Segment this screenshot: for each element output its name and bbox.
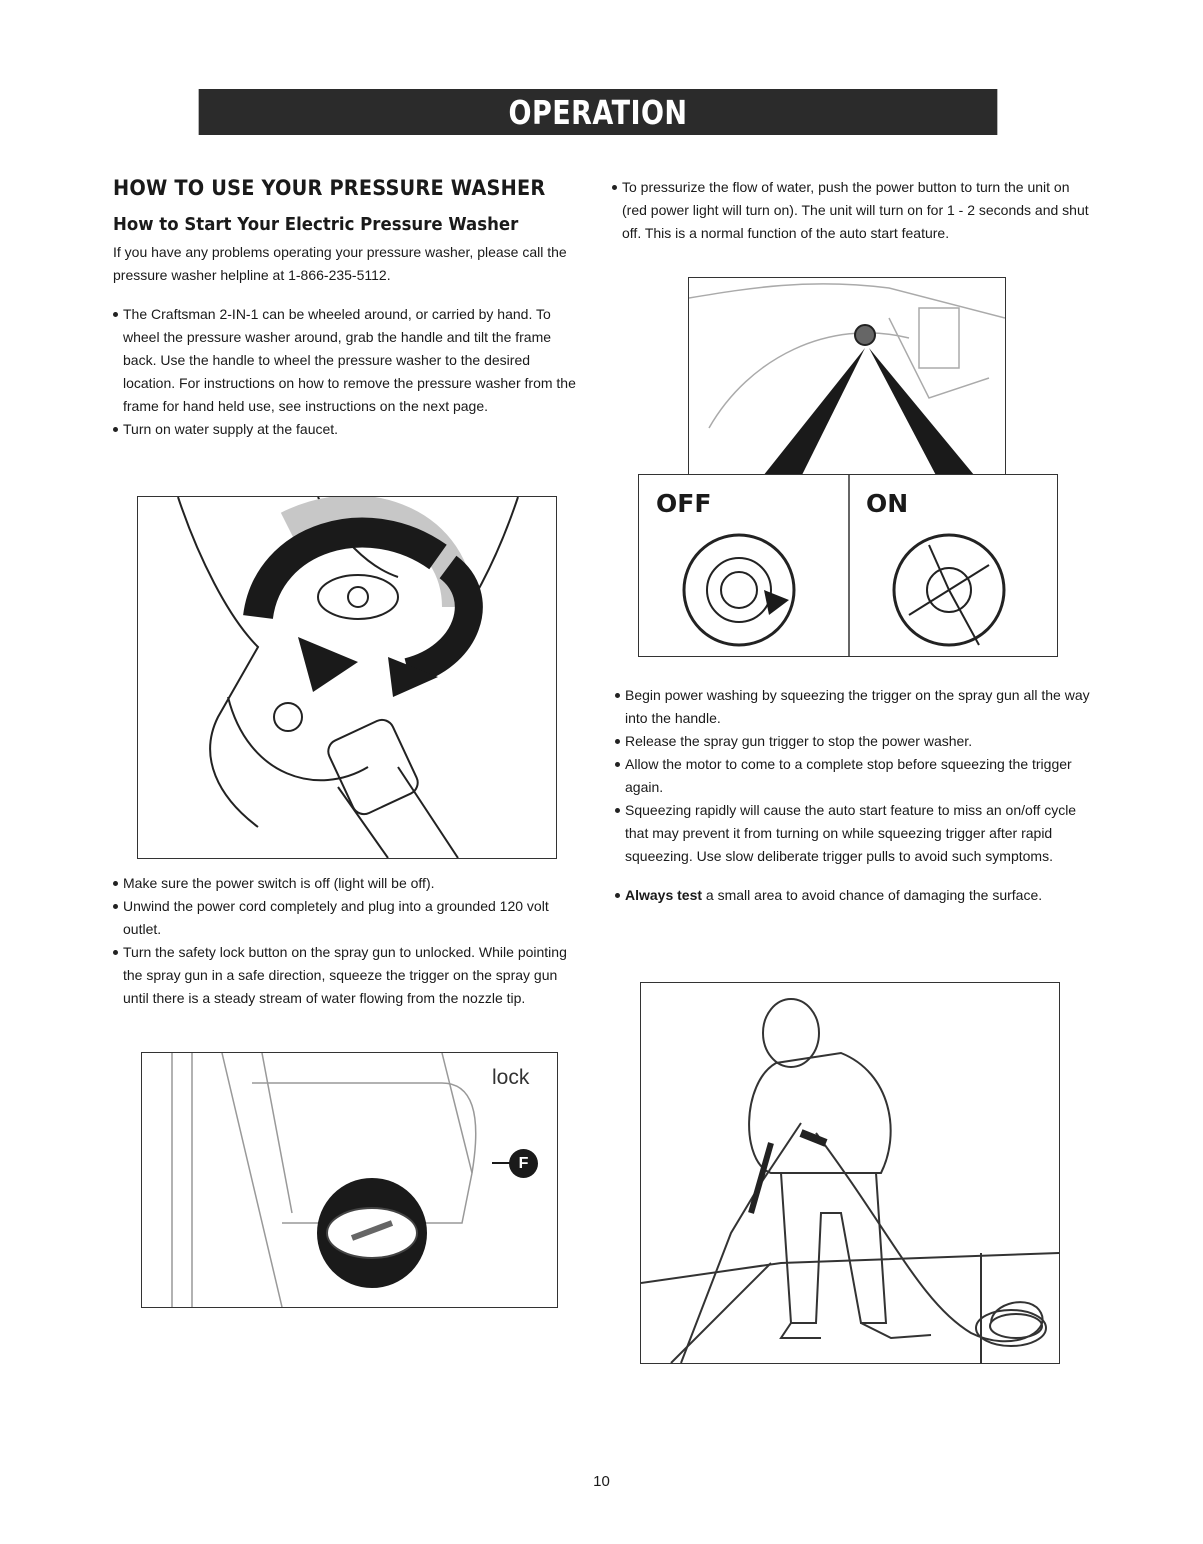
person-washing-illustration <box>641 983 1059 1363</box>
safety-lock-figure <box>141 1052 558 1308</box>
lock-label: lock <box>492 1066 530 1089</box>
always-test-text: a small area to avoid chance of damaging the surface. <box>702 887 1043 903</box>
bullet-list-test <box>615 884 1093 907</box>
on-label: ON <box>866 489 909 518</box>
page-number: 10 <box>593 1473 610 1490</box>
section-banner: OPERATION <box>199 89 998 135</box>
bullet-list-power <box>113 872 583 1010</box>
right-column <box>612 176 1092 245</box>
faucet-connection-figure <box>137 496 557 859</box>
left-column-lower <box>113 872 583 1010</box>
list-item: To pressurize the flow of water, push the power button to turn the unit on (red power light will turn on). The unit will turn on for 1 - 2 seconds and shut off. This is a normal function of the auto start feature. <box>612 176 1092 245</box>
always-test-emphasis: Always test <box>625 887 703 903</box>
bullet-list-operation <box>615 684 1093 868</box>
list-item: The Craftsman 2-IN-1 can be wheeled around, or carried by hand. To wheel the pressure washer around, grab the handle and tilt the frame back. Use the handle to wheel the pressure washer to the desired location. For instructions on how to remove the pressure washer from the frame for hand held use, see instructions on the next page. <box>113 303 583 418</box>
power-button-illustration <box>689 278 1005 481</box>
power-washing-figure <box>640 982 1060 1364</box>
faucet-illustration <box>138 497 556 858</box>
helpline-intro: If you have any problems operating your pressure washer, please call the pressure washer helpline at 1-866-235-5112. <box>113 244 567 283</box>
power-button-figure <box>688 277 1006 482</box>
bullet-list-wheeling <box>113 303 583 441</box>
off-label: OFF <box>656 489 712 518</box>
left-column <box>113 170 583 441</box>
bullet-list-pressurize <box>612 176 1092 245</box>
list-item: Turn on water supply at the faucet. <box>113 418 583 441</box>
list-item: Allow the motor to come to a complete stop before squeezing the trigger again. <box>615 753 1093 799</box>
section-subheading: How to Start Your Electric Pressure Washer <box>113 214 519 235</box>
list-item: Unwind the power cord completely and plug into a grounded 120 volt outlet. <box>113 895 583 941</box>
right-column-lower <box>615 684 1093 907</box>
callout-badge-f: F <box>509 1149 538 1178</box>
list-item: Begin power washing by squeezing the trigger on the spray gun all the way into the handle. <box>615 684 1093 730</box>
list-item: Turn the safety lock button on the spray gun to unlocked. While pointing the spray gun in a safe direction, squeeze the trigger on the spray gun until there is a steady stream of water flowing from the nozzle tip. <box>113 941 583 1010</box>
list-item <box>615 884 1093 907</box>
spray-gun-lock-illustration <box>142 1053 557 1307</box>
list-item: Release the spray gun trigger to stop the power washer. <box>615 730 1093 753</box>
list-item: Make sure the power switch is off (light will be off). <box>113 872 583 895</box>
list-item: Squeezing rapidly will cause the auto start feature to miss an on/off cycle that may prevent it from turning on while squeezing trigger after rapid squeezing. Use slow deliberate trigger pulls to avoid such symptoms. <box>615 799 1093 868</box>
page-heading: HOW TO USE YOUR PRESSURE WASHER <box>113 176 546 200</box>
